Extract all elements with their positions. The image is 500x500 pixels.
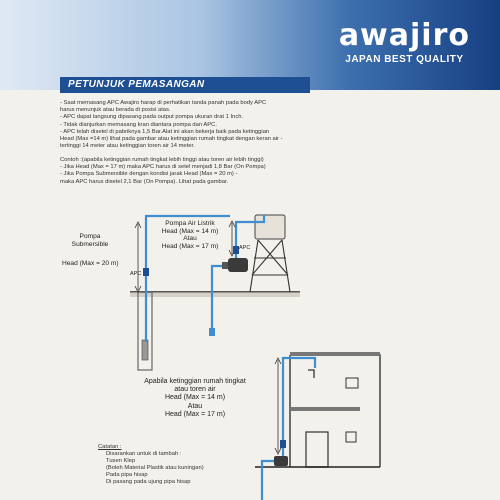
catatan-line: Disarankan untuk di tambah : xyxy=(106,451,182,458)
head-arrow xyxy=(135,222,141,292)
catatan-line: (Boleh Material Plastik atau kuningan) xyxy=(106,465,204,472)
note-line: - Saat memasang APC Awajiro harap di perhatikan tanda panah pada body APC xyxy=(60,100,267,106)
electric-pump-icon xyxy=(228,258,248,272)
house-label-line: Atau xyxy=(187,402,203,410)
section-title: PETUNJUK PEMASANGAN xyxy=(68,79,205,90)
pump-label-line: Atau xyxy=(183,235,197,243)
note-line: - APC telah disetel di pabriknya 1,5 Bar.Alat ini akan bekerja baik pada ketinggian xyxy=(60,128,270,135)
catatan-line: Tusen Klep xyxy=(106,458,136,465)
submersible-label xyxy=(65,233,115,248)
window-icon xyxy=(346,432,356,442)
house-label-line: Apabila ketinggian rumah tingkat xyxy=(144,378,246,385)
house-label-line: Head (Max = 14 m) xyxy=(164,394,226,402)
catatan-line: Di pasang pada ujung pipa hisap xyxy=(106,479,191,486)
catatan-line: Pada pipa hisap xyxy=(106,472,148,479)
pipe xyxy=(212,266,222,330)
water-tank-icon xyxy=(255,215,285,239)
ground-hatch xyxy=(130,292,300,297)
pump-label-line: Pompa Air Listrik xyxy=(165,220,215,227)
house-head-label xyxy=(115,378,275,419)
submersible-pump-icon xyxy=(142,340,148,360)
note-line: - APC dapat langsung dipasang pada output pompa ukuran drat 1 Inch. xyxy=(60,114,244,121)
pump-head-label xyxy=(150,220,230,250)
submersible-head-label: Head (Max = 20 m) xyxy=(62,260,119,267)
brand-tagline: JAPAN BEST QUALITY xyxy=(345,54,464,65)
example-line: maka APC harus disetel 2,1 Bar (On Pompa). Lihat pada gambar. xyxy=(60,178,229,185)
apc-device-icon xyxy=(280,440,286,448)
door-icon xyxy=(306,432,328,467)
example-line: Contoh :(apabila ketinggian rumah tingkat lebih tinggi atau toren air lebih tinggi) xyxy=(60,157,264,163)
house-label-line: Head (Max = 17 m) xyxy=(164,410,226,418)
electric-pump-icon xyxy=(274,456,288,466)
apc-device-icon xyxy=(143,268,149,276)
catatan-notes xyxy=(98,444,204,487)
head-arrow xyxy=(275,358,281,454)
apc-label: APC xyxy=(239,245,251,251)
note-line: tertinggi 14 meter atau ketinggian toren air 14 meter. xyxy=(60,143,195,150)
pump-label-line: Head (Max = 17 m) xyxy=(161,242,219,250)
note-line: - Tidak dianjurkan memasang kran diantara pompa dan APC. xyxy=(60,121,217,128)
submersible-label-line: Pompa xyxy=(79,233,101,240)
submersible-label-line: Submersible xyxy=(71,240,109,248)
note-line: harus menunjuk atau berada di posisi atas. xyxy=(60,107,171,114)
tap-icon xyxy=(308,370,314,378)
brand-name: awajiro xyxy=(338,18,470,53)
diagram-two-storey-house xyxy=(255,352,380,500)
example-line: - Jika Pompa Submersible dengan kondisi jarak Head (Max = 20 m) - xyxy=(60,171,238,178)
apc-label: APC xyxy=(130,271,142,277)
house-label-line: atau toren air xyxy=(174,386,216,394)
tower-legs xyxy=(250,240,290,292)
pump-label-line: Head (Max = 14 m) xyxy=(161,227,219,235)
example-line: - Jika Head (Max = 17 m) maka APC harus di setel menjadi 1,8 Bar (On Pompa) xyxy=(60,164,266,171)
catatan-title: Catatan : xyxy=(98,444,122,450)
note-line: Head (Max =14 m) lihat pada gambar atau ketinggian rumah tingkat dengan keran air - xyxy=(60,136,283,143)
